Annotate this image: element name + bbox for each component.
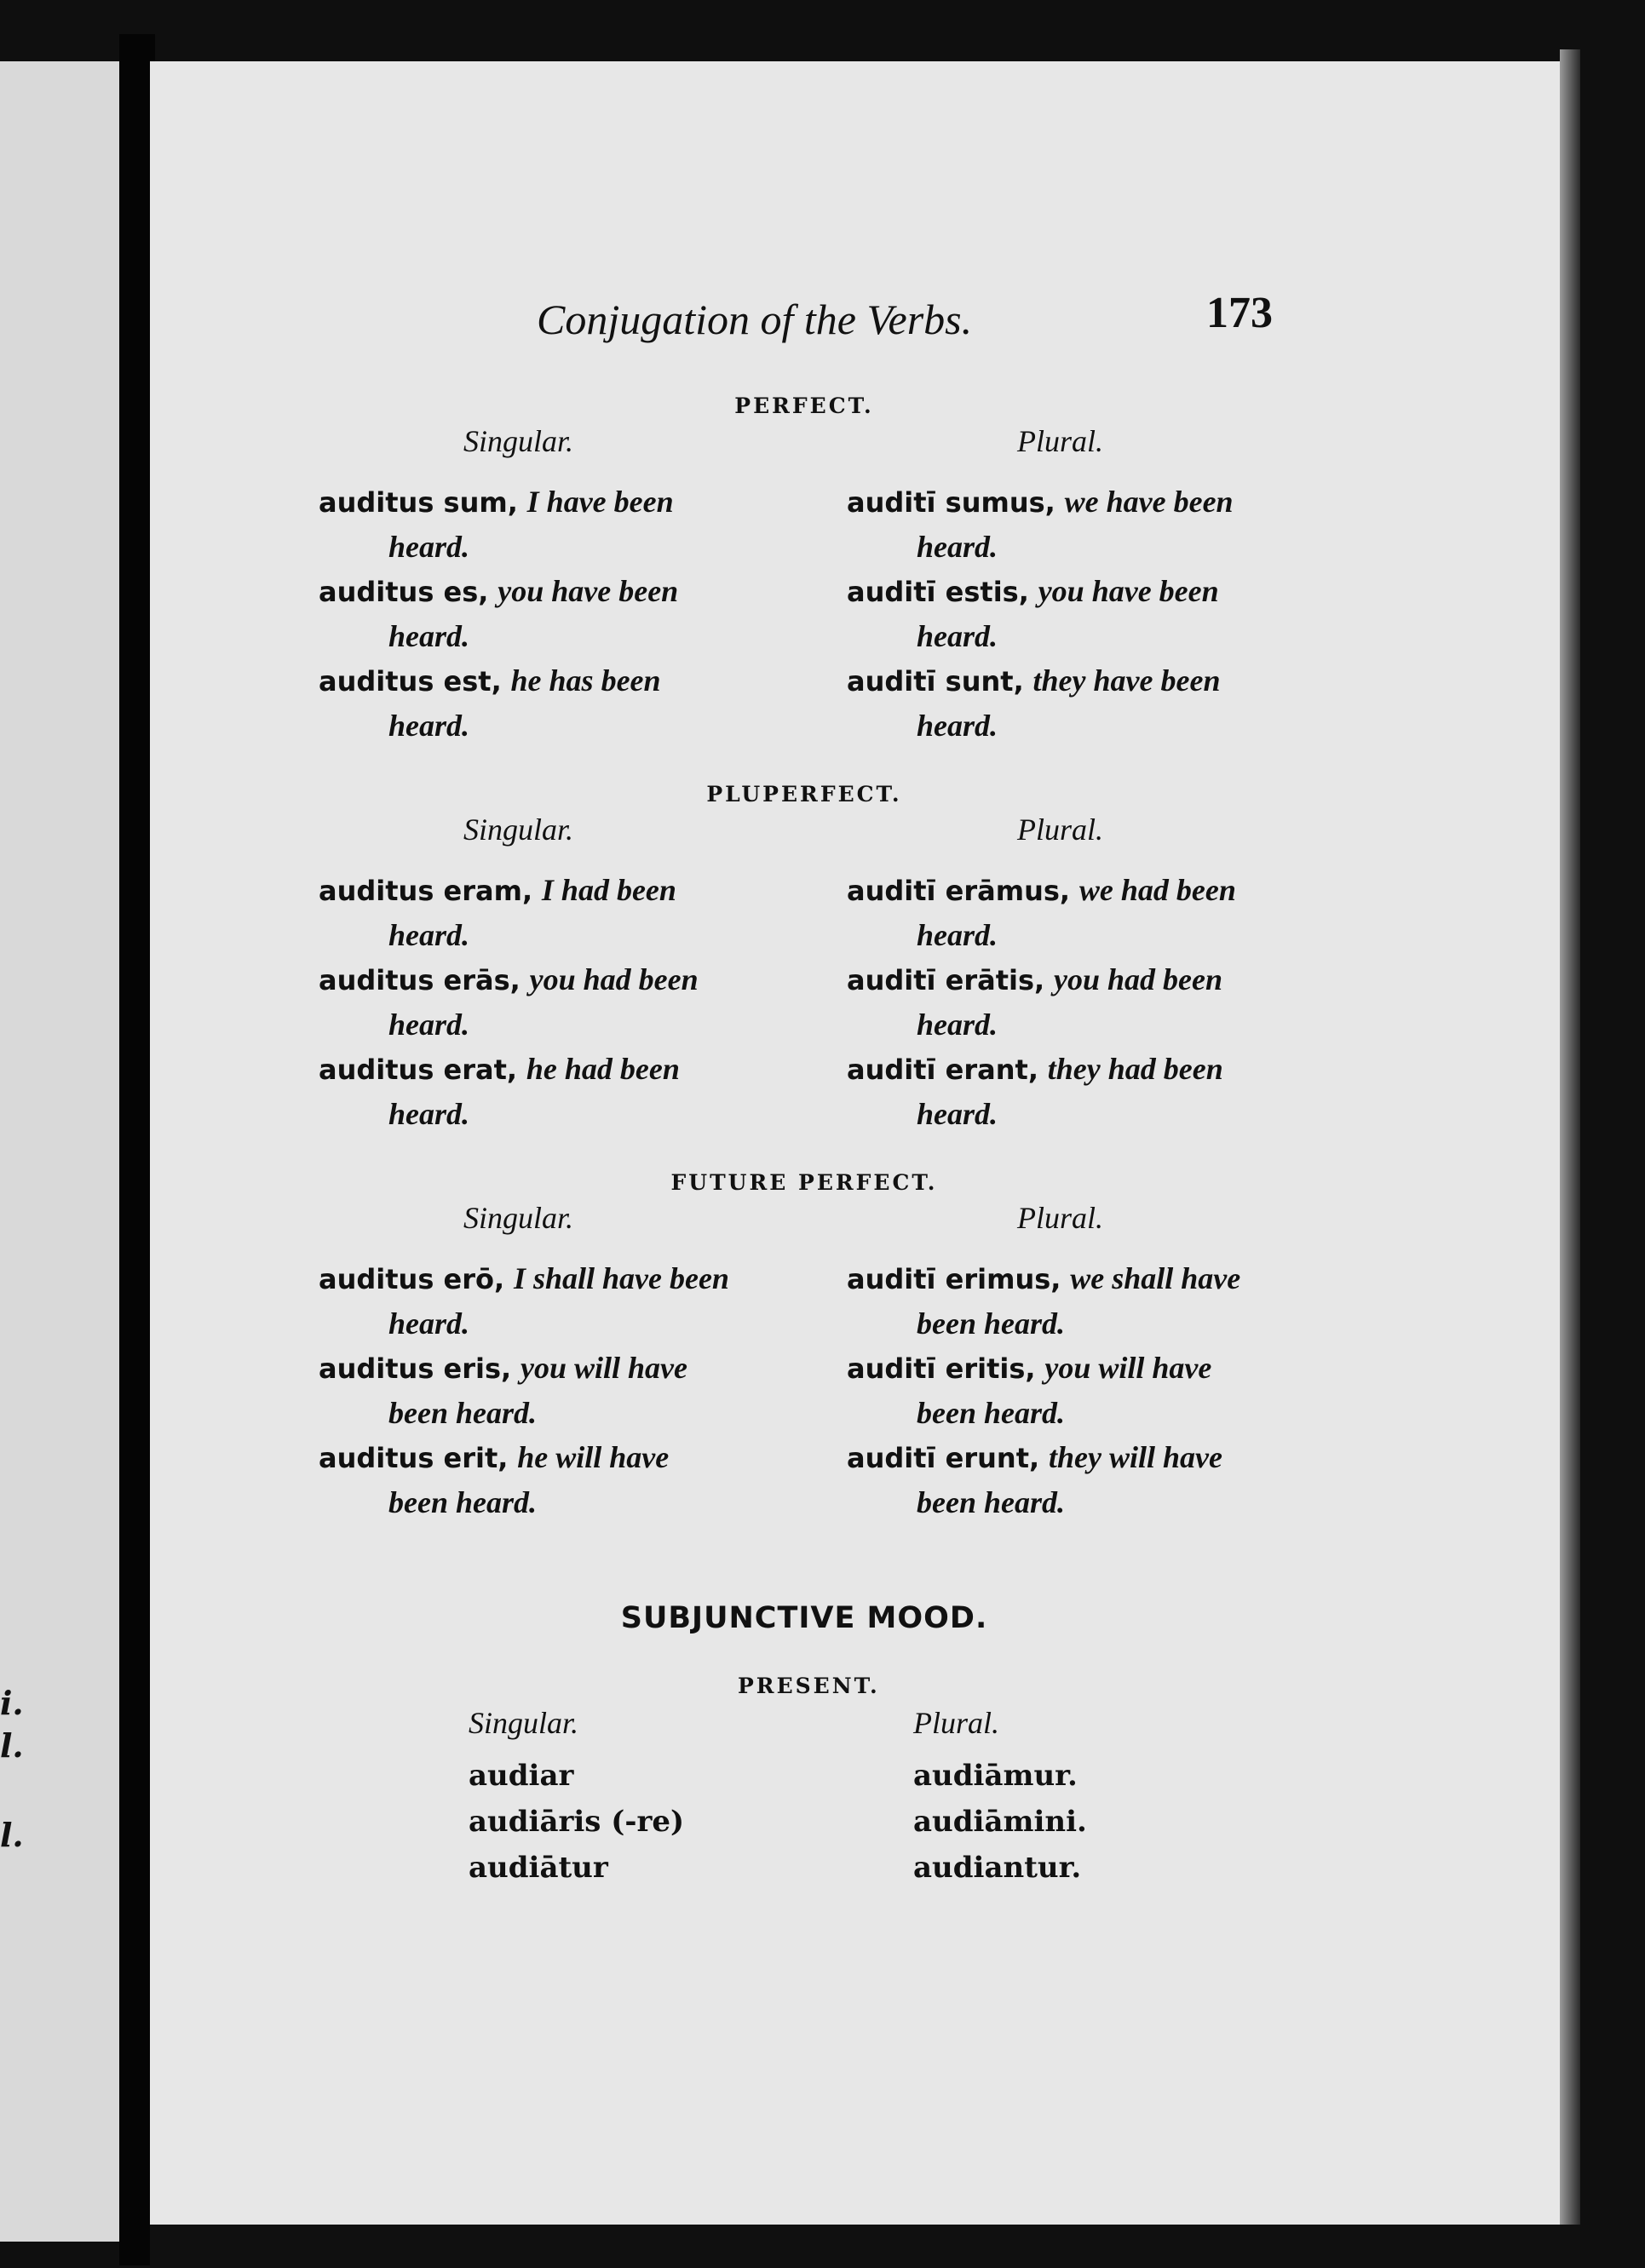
translation: they had been: [1047, 1052, 1223, 1086]
paradigm-entry: [319, 1256, 804, 1346]
singular-column: [319, 812, 804, 1136]
page-number: 173: [1206, 289, 1273, 337]
translation: I shall have been: [513, 1261, 729, 1295]
translation-cont: heard.: [388, 530, 470, 564]
translation: you have been: [1038, 574, 1219, 608]
plural-column: [913, 1705, 1235, 1891]
latin-form: audiantur.: [913, 1851, 1082, 1885]
singular-heading: Singular.: [463, 1201, 574, 1235]
subjunctive-present-section: [469, 1674, 1235, 1891]
translation-cont: heard.: [388, 619, 470, 653]
latin-form: auditus erat,: [319, 1054, 518, 1086]
translation: you had been: [529, 962, 699, 996]
paradigm-entry: [847, 957, 1290, 1047]
latin-form: auditus eris,: [319, 1352, 512, 1385]
perfect-section: [319, 393, 1290, 748]
translation: we had been: [1078, 873, 1236, 907]
paradigm-entry: [319, 479, 804, 569]
book-page: [150, 61, 1560, 2252]
latin-form: auditī erātis,: [847, 964, 1045, 996]
latin-form: auditus erō,: [319, 1263, 505, 1295]
translation: we have been: [1064, 485, 1234, 519]
translation: we shall have: [1070, 1261, 1241, 1295]
pluperfect-section: [319, 782, 1290, 1136]
translation: you will have: [1044, 1351, 1212, 1385]
translation-cont: been heard.: [917, 1396, 1065, 1430]
singular-column: [319, 423, 804, 748]
translation: he has been: [510, 663, 661, 698]
translation-cont: been heard.: [388, 1396, 537, 1430]
translation-cont: been heard.: [388, 1485, 537, 1519]
left-page-fragment: l.: [0, 1726, 24, 1765]
translation: you will have: [520, 1351, 687, 1385]
latin-form: auditus erit,: [319, 1442, 509, 1474]
latin-form: auditī erimus,: [847, 1263, 1061, 1295]
tense-heading: FUTURE PERFECT.: [670, 1170, 938, 1195]
latin-form: audiāmur.: [913, 1759, 1078, 1793]
translation: he will have: [517, 1440, 670, 1474]
latin-form: auditī sunt,: [847, 665, 1024, 698]
paradigm-entry: [319, 957, 804, 1047]
left-page-edge: [0, 61, 128, 2242]
translation: I have been: [526, 485, 674, 519]
translation-cont: heard.: [917, 619, 998, 653]
translation-cont: heard.: [388, 709, 470, 743]
latin-form: auditī erant,: [847, 1054, 1038, 1086]
future-perfect-section: [319, 1170, 1290, 1524]
latin-form: auditī sumus,: [847, 486, 1055, 519]
singular-column: [319, 1200, 804, 1524]
latin-form: auditus sum,: [319, 486, 518, 519]
plural-column: [804, 1200, 1290, 1524]
latin-form: audiāmini.: [913, 1805, 1087, 1839]
paradigm-entry: [319, 1047, 804, 1136]
latin-form: audiar: [469, 1759, 574, 1793]
translation: you had been: [1054, 962, 1223, 996]
paradigm-entry: [847, 1346, 1290, 1435]
plural-column: [804, 812, 1290, 1136]
paradigm-entry: [319, 569, 804, 658]
translation-cont: heard.: [388, 1008, 470, 1042]
left-page-fragment: l.: [0, 1816, 24, 1854]
singular-column: [469, 1705, 913, 1891]
paradigm-entry: [847, 569, 1290, 658]
page-edge: [1560, 49, 1580, 2255]
translation: they will have: [1048, 1440, 1222, 1474]
translation-cont: heard.: [388, 918, 470, 952]
translation: he had been: [526, 1052, 680, 1086]
translation: I had been: [541, 873, 676, 907]
translation-cont: been heard.: [917, 1306, 1065, 1341]
translation: you have been: [498, 574, 679, 608]
translation: they have been: [1032, 663, 1221, 698]
paradigm-entry: [847, 479, 1290, 569]
latin-form: auditus es,: [319, 576, 489, 608]
translation-cont: heard.: [917, 1097, 998, 1131]
plural-heading: Plural.: [1017, 812, 1104, 847]
translation-cont: been heard.: [917, 1485, 1065, 1519]
mood-heading: SUBJUNCTIVE MOOD.: [620, 1601, 988, 1635]
singular-heading: Singular.: [463, 424, 574, 458]
latin-form: auditī erāmus,: [847, 875, 1071, 907]
latin-form: auditus est,: [319, 665, 502, 698]
paradigm-entry: [319, 1346, 804, 1435]
latin-form: auditī erunt,: [847, 1442, 1040, 1474]
tense-heading: PERFECT.: [734, 393, 874, 418]
paradigm-entry: [319, 1435, 804, 1524]
latin-form: audiātur: [469, 1851, 608, 1885]
paradigm-entry: [847, 868, 1290, 957]
translation-cont: heard.: [388, 1097, 470, 1131]
running-title: Conjugation of the Verbs.: [537, 296, 973, 343]
latin-form: auditī eritis,: [847, 1352, 1036, 1385]
left-page-fragment: i.: [0, 1684, 24, 1722]
plural-heading: Plural.: [1017, 424, 1104, 458]
paradigm-entry: [847, 1047, 1290, 1136]
paradigm-entry: [847, 658, 1290, 748]
scan-border: [150, 2225, 1580, 2268]
translation-cont: heard.: [917, 709, 998, 743]
plural-heading: Plural.: [913, 1706, 1000, 1740]
translation-cont: heard.: [917, 1008, 998, 1042]
paradigm-entry: [319, 868, 804, 957]
paradigm-entry: [847, 1435, 1290, 1524]
paradigm-entry: [319, 658, 804, 748]
paradigm-entry: [847, 1256, 1290, 1346]
translation-cont: heard.: [917, 918, 998, 952]
latin-form: audiāris (-re): [469, 1805, 685, 1839]
latin-form: auditus eram,: [319, 875, 533, 907]
singular-heading: Singular.: [469, 1706, 579, 1740]
translation-cont: heard.: [917, 530, 998, 564]
latin-form: auditī estis,: [847, 576, 1029, 608]
running-header: [537, 288, 1286, 356]
tense-heading: PLUPERFECT.: [706, 782, 902, 807]
latin-form: auditus erās,: [319, 964, 521, 996]
singular-heading: Singular.: [463, 812, 574, 847]
plural-column: [804, 423, 1290, 748]
tense-heading: PRESENT.: [738, 1674, 880, 1698]
translation-cont: heard.: [388, 1306, 470, 1341]
plural-heading: Plural.: [1017, 1201, 1104, 1235]
